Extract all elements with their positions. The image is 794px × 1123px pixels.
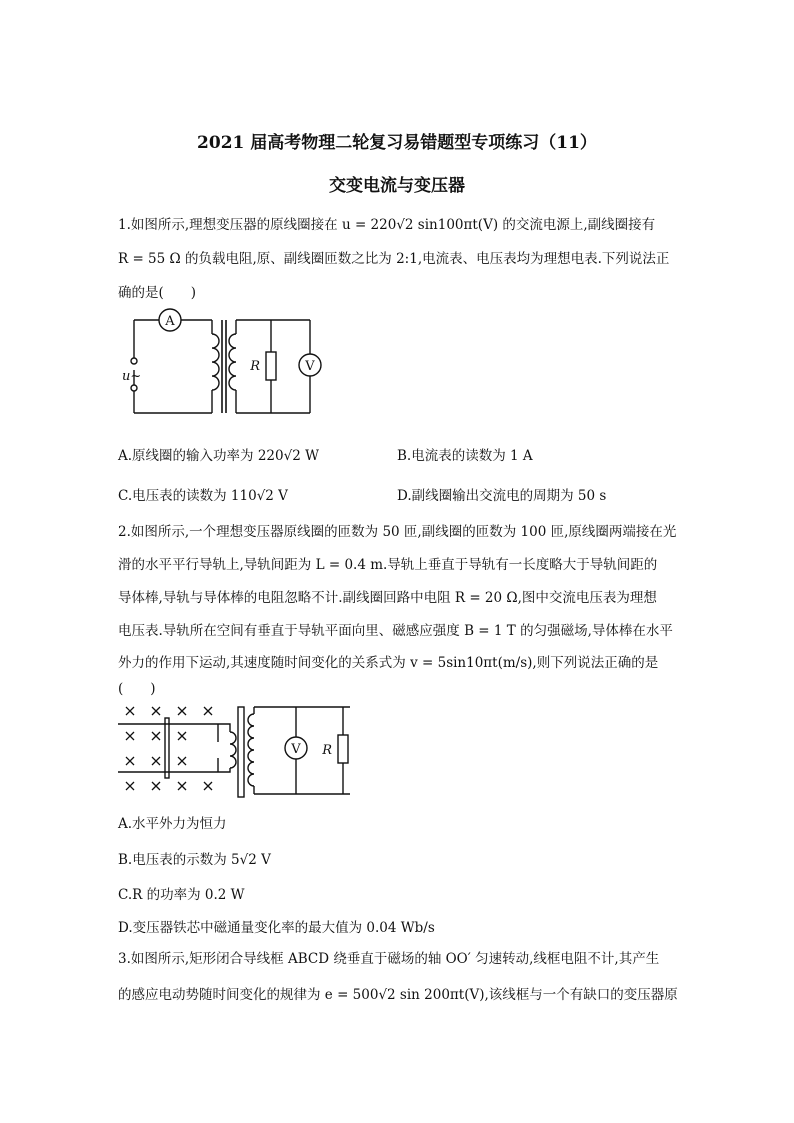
resistor-symbol (338, 735, 348, 763)
q2-line-1: 2.如图所示,一个理想变压器原线圈的匝数为 50 匝,副线圈的匝数为 100 匝,原线圈两端接在光 (118, 524, 677, 540)
q2-line-3: 导体棒,导轨与导体棒的电阻忽略不计.副线圈回路中电阻 R = 20 Ω,图中交流电压表为理想 (118, 590, 657, 606)
secondary-coil (248, 714, 254, 786)
document-title: 2021 届高考物理二轮复习易错题型专项练习（11） (197, 133, 597, 153)
voltmeter-label: V (291, 742, 301, 757)
resistor-label: R (250, 359, 260, 374)
q2-line-6: ( ) (118, 681, 156, 697)
q2-option-c: C.R 的功率为 0.2 W (118, 887, 245, 903)
q1-line-1: 1.如图所示,理想变压器的原线圈接在 u = 220√2 sin100πt(V) 的交流电源上,副线圈接有 (118, 217, 656, 233)
primary-coil (230, 732, 236, 768)
q1-option-a: A.原线圈的输入功率为 220√2 W (118, 448, 319, 464)
source-label: u~ (122, 369, 142, 384)
q2-option-a: A.水平外力为恒力 (118, 816, 227, 832)
q3-line-2: 的感应电动势随时间变化的规律为 e = 500√2 sin 200πt(V),该线框与一个有缺口的变压器原 (118, 987, 678, 1003)
voltmeter-label: V (305, 359, 315, 374)
ammeter-label: A (165, 314, 175, 329)
primary-coil (212, 334, 219, 390)
q2-option-d: D.变压器铁芯中磁通量变化率的最大值为 0.04 Wb/s (118, 920, 435, 936)
q1-circuit-diagram (118, 308, 338, 418)
q2-circuit-diagram (118, 702, 368, 802)
q1-option-d: D.副线圈输出交流电的周期为 50 s (397, 488, 607, 504)
q2-option-b: B.电压表的示数为 5√2 V (118, 852, 271, 868)
document-subtitle: 交变电流与变压器 (329, 176, 465, 196)
q3-line-1: 3.如图所示,矩形闭合导线框 ABCD 绕垂直于磁场的轴 OO′ 匀速转动,线框电阻不计,其产生 (118, 951, 660, 967)
q1-line-3: 确的是( ) (118, 285, 197, 301)
secondary-coil (229, 334, 236, 390)
q1-option-c: C.电压表的读数为 110√2 V (118, 488, 288, 504)
q1-option-b: B.电流表的读数为 1 A (397, 448, 533, 464)
q2-line-4: 电压表.导轨所在空间有垂直于导轨平面向里、磁感应强度 B = 1 T 的匀强磁场,导体棒在水平 (118, 623, 673, 639)
q2-line-5: 外力的作用下运动,其速度随时间变化的关系式为 v = 5sin10πt(m/s),则下列说法正确的是 (118, 655, 659, 671)
conductor-rod (165, 718, 169, 778)
q2-line-2: 滑的水平平行导轨上,导轨间距为 L = 0.4 m.导轨上垂直于导轨有一长度略大于导轨间距的 (118, 557, 658, 573)
resistor-label: R (322, 743, 332, 758)
resistor-symbol (266, 352, 276, 380)
q1-line-2: R = 55 Ω 的负载电阻,原、副线圈匝数之比为 2:1,电流表、电压表均为理想电表.下列说法正 (118, 251, 670, 267)
